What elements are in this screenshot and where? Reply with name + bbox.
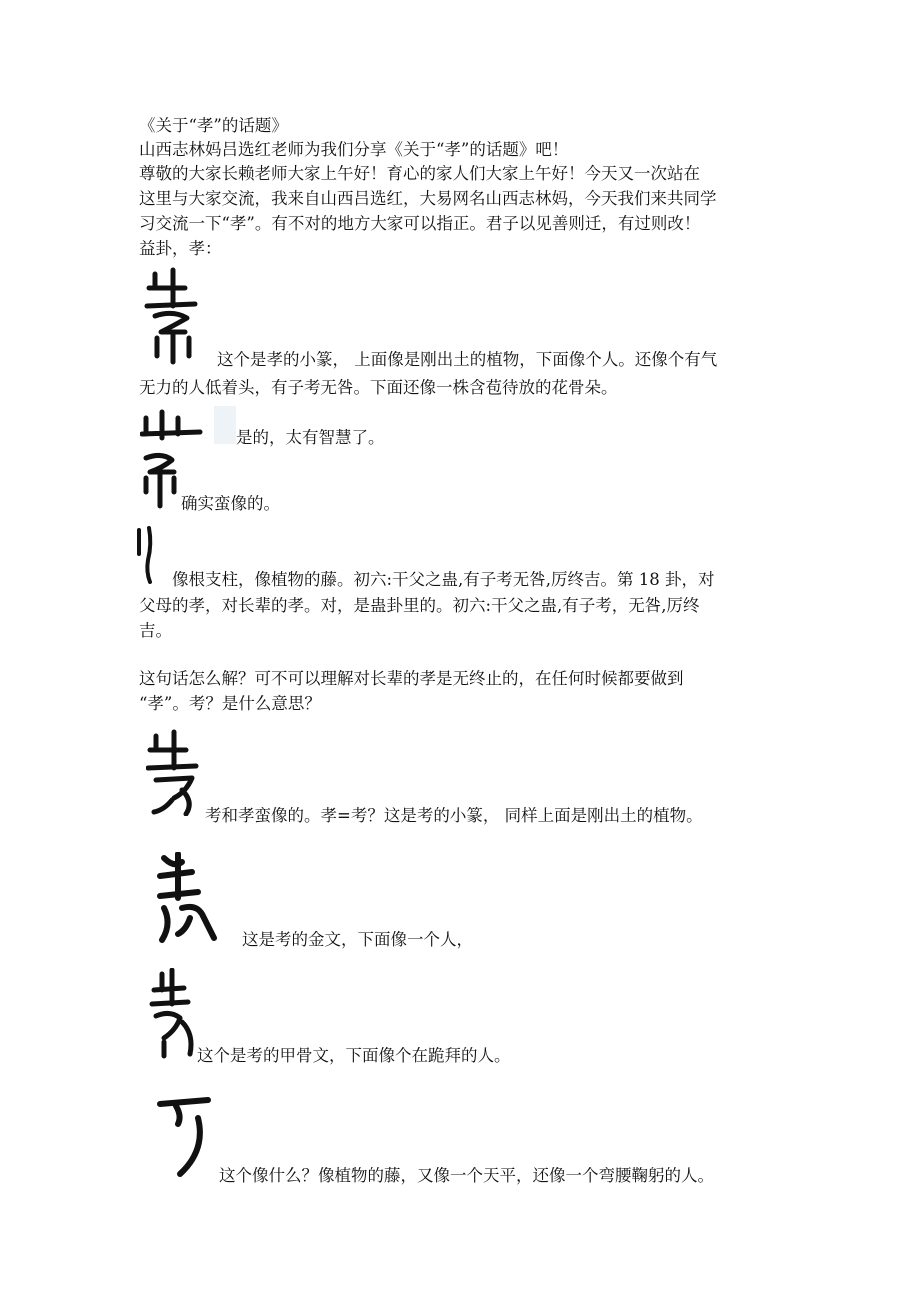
doc-title: 《关于“孝”的话题》 <box>139 116 288 135</box>
seal-top-part-icon <box>140 404 240 446</box>
vine-stroke-icon <box>136 524 156 586</box>
bronze-kao-icon <box>156 852 218 944</box>
para1-line-4: 益卦，孝： <box>139 239 222 258</box>
seal-script-kao-icon <box>146 728 206 816</box>
vine-hook-icon <box>156 1094 216 1180</box>
fig5-caption: 考和孝蛮像的。孝=考？这是考的小篆， 同样上面是刚出土的植物。 <box>205 806 703 825</box>
fig3-caption: 确实蛮像的。 <box>181 494 280 513</box>
para2-line-2: “孝”。考？是什么意思？ <box>139 694 321 713</box>
fig1-caption-line-1: 这个是孝的小篆， 上面像是刚出土的植物，下面像个人。还像个有气 <box>217 350 718 369</box>
para2-line-1: 这句话怎么解？可不可以理解对长辈的孝是无终止的，在任何时候都要做到 <box>139 669 684 688</box>
fig6-caption: 这是考的金文，下面像一个人， <box>242 930 473 949</box>
para1-line-1: 尊敬的大家长赖老师大家上午好！育心的家人们大家上午好！今天又一次站在 <box>139 164 700 183</box>
fig2-caption: 是的，太有智慧了。 <box>236 428 385 447</box>
para1-line-2: 这里与大家交流，我来自山西吕选红，大易网名山西志林妈，今天我们来共同学 <box>139 189 717 208</box>
oracle-kao-icon <box>148 968 204 1060</box>
para1-line-3: 习交流一下“孝”。有不对的地方大家可以指正。君子以见善则迁，有过则改！ <box>139 214 701 233</box>
fig4-caption-line-1: 像根支柱，像植物的藤。初六:干父之蛊,有子考无咎,厉终吉。第 18 卦，对 <box>172 570 715 589</box>
seal-zi-icon <box>140 452 180 510</box>
intro-line: 山西志林妈吕选红老师为我们分享《关于“孝”的话题》吧！ <box>139 140 569 159</box>
fig4-caption-line-2: 父母的孝，对长辈的孝。对，是蛊卦里的。初六:干父之蛊,有子考，无咎,厉终 <box>139 596 700 615</box>
seal-script-xiao-icon <box>143 266 205 366</box>
fig8-caption: 这个像什么？像植物的藤，又像一个天平，还像一个弯腰鞠躬的人。 <box>219 1166 714 1185</box>
fig7-caption: 这个是考的甲骨文，下面像个在跪拜的人。 <box>197 1046 511 1065</box>
fig1-caption-line-2: 无力的人低着头，有子考无咎。下面还像一株含苞待放的花骨朵。 <box>139 378 618 397</box>
fig4-caption-line-3: 吉。 <box>139 621 172 640</box>
